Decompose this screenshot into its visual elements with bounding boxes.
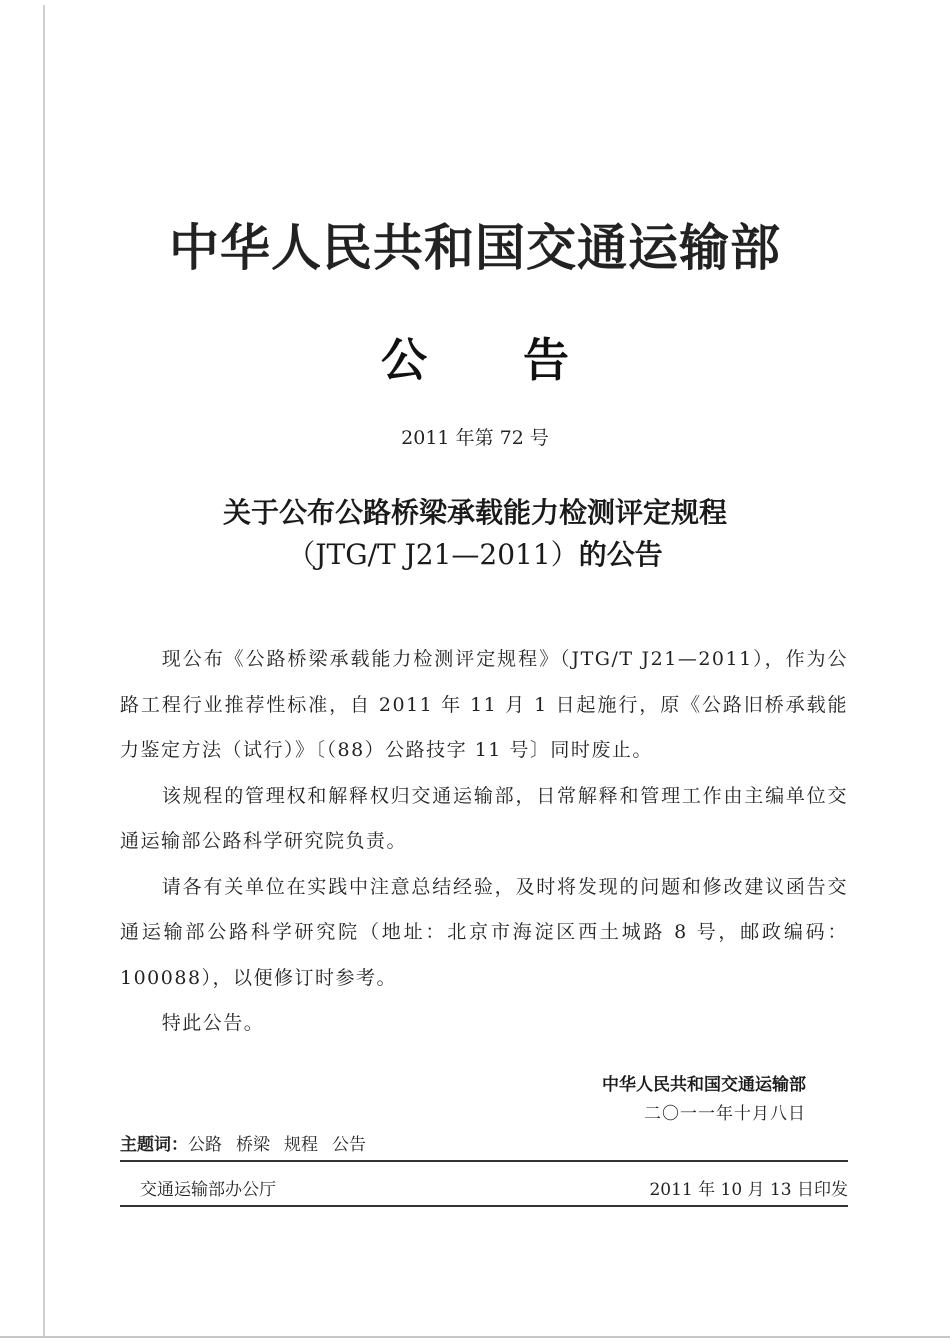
notice-body — [120, 637, 848, 1047]
doc-type-char-1: 公 — [381, 333, 427, 387]
issuing-body-heading: 中华人民共和国交通运输部 — [169, 219, 781, 277]
keyword: 桥梁 — [236, 1135, 270, 1155]
subject-title-line-1: 关于公布公路桥梁承载能力检测评定规程 — [222, 496, 727, 529]
page-edge-bottom — [0, 1336, 950, 1338]
keyword: 公告 — [332, 1135, 366, 1155]
paragraph-feedback: 请各有关单位在实践中注意总结经验，及时将发现的问题和修改建议函告交通运输部公路科学研究院（地址：北京市海淀区西土城路 8 号，邮政编码：100088），以便修订时参考。 — [120, 875, 848, 989]
issuing-office: 交通运输部办公厅 — [140, 1180, 276, 1200]
subject-keywords — [120, 1133, 380, 1157]
subject-title — [120, 492, 830, 576]
paragraph-authority: 该规程的管理权和解释权归交通运输部，日常解释和管理工作由主编单位交通运输部公路科学研究院负责。 — [120, 784, 848, 852]
signature-date: 二〇一一年十月八日 — [644, 1104, 806, 1124]
page-edge-left — [43, 5, 45, 1338]
divider-rule — [120, 1205, 848, 1207]
paragraph-closing: 特此公告。 — [161, 1012, 265, 1034]
paragraph-publication: 现公布《公路桥梁承载能力检测评定规程》（JTG/T J21—2011），作为公路工程行业推荐性标准，自 2011 年 11 月 1 日起施行，原《公路旧桥承载能力鉴定方法（试行）》〔（88）公路技字 11 号〕同时废止。 — [120, 648, 848, 761]
divider-rule — [120, 1160, 848, 1162]
keyword: 公路 — [188, 1135, 222, 1155]
signature-organization: 中华人民共和国交通运输部 — [602, 1075, 806, 1095]
subject-title-line-2 — [120, 534, 830, 576]
print-date: 2011 年 10 月 13 日印发 — [649, 1180, 848, 1200]
subject-title-suffix: 的公告 — [578, 538, 663, 571]
document-type-heading — [300, 330, 650, 390]
standard-code: （JTG/T J21—2011） — [287, 538, 579, 571]
doc-type-char-2: 告 — [523, 333, 569, 387]
notice-number: 2011 年第 72 号 — [401, 427, 549, 449]
keywords-label: 主题词： — [120, 1135, 188, 1155]
keyword: 规程 — [284, 1135, 318, 1155]
